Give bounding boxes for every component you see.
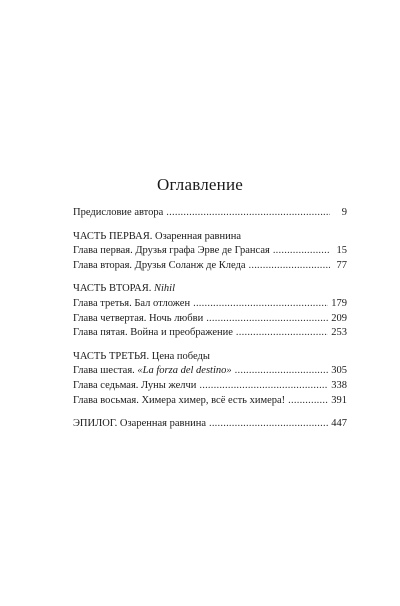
part-heading-sub: Озаренная равнина xyxy=(154,230,242,242)
dot-leader xyxy=(193,297,328,312)
toc-entry-chapter-3[interactable] xyxy=(73,297,347,312)
toc-entry-chapter-7[interactable] xyxy=(73,379,347,394)
dot-leader xyxy=(273,244,330,259)
page-number: 253 xyxy=(331,327,347,339)
part-two-heading xyxy=(73,282,347,297)
entry-label: ЭПИЛОГ. Озаренная равнина xyxy=(73,418,206,430)
dot-leader xyxy=(206,312,328,327)
dot-leader xyxy=(166,206,330,221)
page-number: 338 xyxy=(331,379,347,391)
dot-leader xyxy=(199,379,328,394)
entry-label-main: Глава шестая. xyxy=(73,365,135,377)
part-heading-sub: Nihil xyxy=(154,283,176,295)
part-heading-sub: Цена победы xyxy=(151,350,210,362)
page-number: 209 xyxy=(331,312,347,324)
entry-label: Глава третья. Бал отложен xyxy=(73,297,191,309)
entry-label: Глава вторая. Друзья Соланж де Кледа xyxy=(73,259,246,271)
section-gap xyxy=(73,408,347,417)
dot-leader xyxy=(236,326,328,341)
part-one-heading xyxy=(73,230,347,245)
part-heading-main: ЧАСТЬ ТРЕТЬЯ. xyxy=(73,350,150,362)
toc-entry-chapter-8[interactable] xyxy=(73,394,347,409)
toc-entry-chapter-6[interactable] xyxy=(73,364,347,379)
part-heading-main: ЧАСТЬ ПЕРВАЯ. xyxy=(73,230,153,242)
toc-entry-epilogue[interactable] xyxy=(73,417,347,432)
toc-entry-chapter-1[interactable] xyxy=(73,244,347,259)
toc-entry-chapter-4[interactable] xyxy=(73,312,347,327)
toc-entry-chapter-2[interactable] xyxy=(73,259,347,274)
toc-entry-chapter-5[interactable] xyxy=(73,326,347,341)
entry-label: Глава седьмая. Луны желчи xyxy=(73,379,197,391)
section-gap xyxy=(73,221,347,230)
entry-label: Предисловие автора xyxy=(73,207,164,218)
part-three-heading xyxy=(73,350,347,365)
section-gap xyxy=(73,273,347,282)
entry-label xyxy=(73,364,232,379)
page-number: 179 xyxy=(331,297,347,309)
part-heading-main: ЧАСТЬ ВТОРАЯ. xyxy=(73,283,152,295)
dot-leader xyxy=(235,364,329,379)
page-number: 9 xyxy=(341,207,347,218)
page-number: 77 xyxy=(336,259,347,271)
toc-title: Оглавление xyxy=(157,175,243,194)
page-number: 391 xyxy=(331,394,347,406)
dot-leader xyxy=(249,259,331,274)
section-gap xyxy=(73,341,347,350)
entry-label: Глава восьмая. Химера химер, всё есть химера! xyxy=(73,394,286,406)
entry-label: Глава первая. Друзья графа Эрве де Грансая xyxy=(73,245,270,257)
page-number: 305 xyxy=(331,365,347,377)
dot-leader xyxy=(288,394,328,409)
page-number: 15 xyxy=(336,245,347,257)
table-of-contents xyxy=(73,206,347,432)
entry-label: Глава пятая. Война и преображение xyxy=(73,327,233,339)
dot-leader xyxy=(209,417,328,432)
entry-label: Глава четвертая. Ночь любви xyxy=(73,312,204,324)
page-number: 447 xyxy=(331,418,347,430)
toc-entry-preface[interactable] xyxy=(73,206,347,221)
entry-label-italic: «La forza del destino» xyxy=(137,365,232,377)
